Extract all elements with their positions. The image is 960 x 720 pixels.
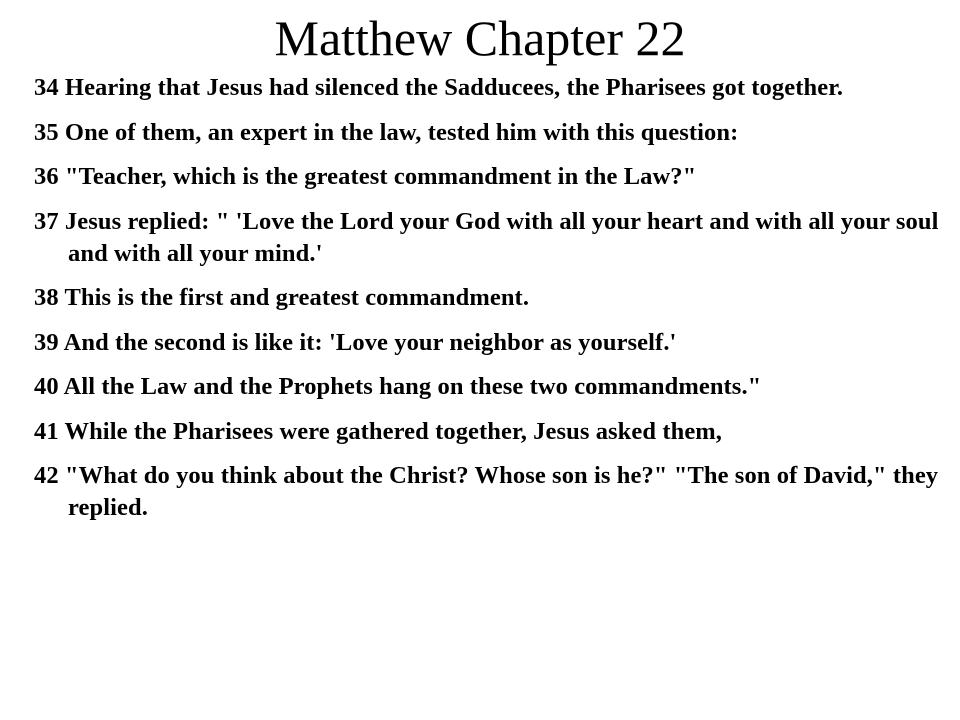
verse-40: 40 All the Law and the Prophets hang on these two commandments." <box>34 373 762 400</box>
verse-41: 41 While the Pharisees were gathered together, Jesus asked them, <box>34 417 723 445</box>
verse-35: 35 One of them, an expert in the law, tested him with this question: <box>34 118 739 146</box>
slide-title: Matthew Chapter 22 <box>274 10 686 66</box>
verse-39: 39 And the second is like it: 'Love your neighbor as yourself.' <box>34 328 677 356</box>
verse-36: 36 "Teacher, which is the greatest commandment in the Law?" <box>34 163 697 190</box>
verse-list <box>34 72 939 537</box>
verse-42: 42 "What do you think about the Christ? Whose son is he?" "The son of David," they replied. <box>34 462 939 521</box>
verse-37: 37 Jesus replied: " 'Love the Lord your God with all your heart and with all your soul and with all your mind.' <box>34 207 939 267</box>
verse-34: 34 Hearing that Jesus had silenced the Sadducees, the Pharisees got together. <box>34 74 844 101</box>
verse-38: 38 This is the first and greatest commandment. <box>34 284 530 311</box>
